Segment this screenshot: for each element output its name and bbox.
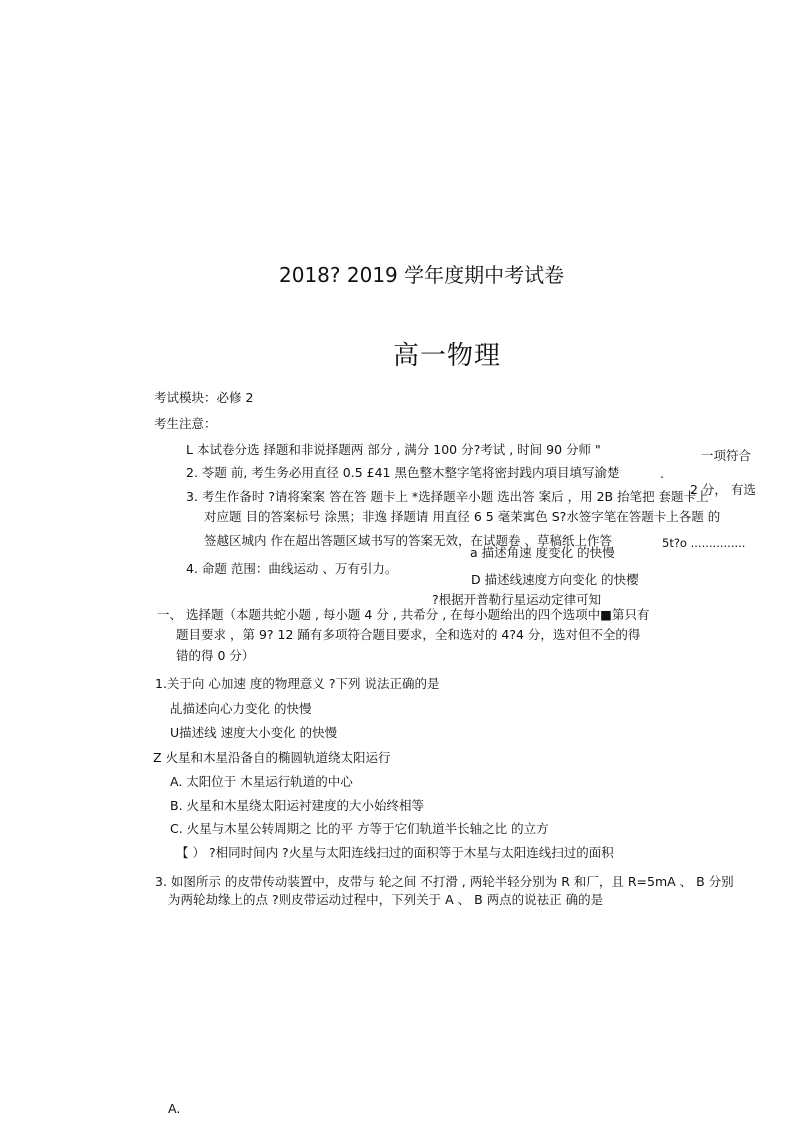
stray-option-d: D 描述线速度方向变化 的快樱 bbox=[471, 572, 639, 587]
question-2-stem: Z 火星和木星沿备自的椭圆轨道绕太阳运行 bbox=[153, 750, 391, 765]
exam-module: 考试模块：必修 2 bbox=[154, 390, 254, 405]
notice-3-line-3-side: 5t?o ............... bbox=[662, 536, 746, 550]
question-2-option-b: B. 火星和木星绕太阳运衬建度的大小始终相等 bbox=[170, 798, 425, 813]
notice-3-side: 2 分， 有选 bbox=[690, 482, 756, 497]
notice-heading: 考生注意： bbox=[154, 416, 217, 431]
notice-1-side: 一项符合 bbox=[701, 448, 752, 463]
question-3-option-a: A. bbox=[168, 1101, 181, 1116]
exam-title: 2018? 2019 学年度期中考试卷 bbox=[279, 263, 565, 287]
question-1-option-b: U描述线 速度大小变化 的快慢 bbox=[170, 725, 338, 740]
notice-3-line-3: 签越区城内 作在超出答题区域书写的答案无效，在试题卷 、草稿纸上作答 bbox=[204, 533, 612, 548]
notice-2-dot: . bbox=[660, 466, 664, 481]
question-1-option-a: 乩描述向心力变化 的快慢 bbox=[170, 701, 312, 716]
question-3-line-1: 3. 如图所示 的皮带传动装置中，皮带与 轮之间 不打滑 , 两轮半轻分别为 R 和厂，且 R=5mA 、 B 分别 bbox=[155, 874, 734, 889]
notice-4: 4. 命题 范围：曲线运动 、万有引力。 bbox=[186, 561, 398, 576]
stray-q2-stem: ?根据开普勒行星运动定律可知 bbox=[432, 592, 602, 607]
notice-3-line-1: 3. 考生作备时 ?请将案案 答在答 题卡上 *选择题辛小题 选出答 案后 ，用 2B 抬笔把 套题卡上 bbox=[186, 489, 709, 504]
stray-option-a: a 描述角速 度变化 的快慢 bbox=[470, 545, 615, 560]
notice-2: 2. 苓题 前, 考生务必用直径 0.5 £41 黑色整木整字笔将密封践内項目填写渝楚 bbox=[186, 465, 620, 480]
notice-1: L 本试卷分选 择题和非说择题两 部分 , 满分 100 分?考试 , 时间 90 分师 " bbox=[186, 442, 601, 457]
question-2-option-c: C. 火星与木星公转周期之 比的平 方等于它们轨道半长轴之比 的立方 bbox=[170, 821, 549, 836]
question-1-stem: 1.关于向 心加速 度的物理意义 ?下列 说法正确的是 bbox=[155, 676, 440, 691]
section-1-line-2: 题目要求 ，第 9? 12 踊有多项符合题目要求，全和选对的 4?4 分，选对但不全的得 bbox=[176, 627, 641, 642]
question-2-option-d: 【 ） ?相同时间内 ?火星与太阳连线扫过的面积等于木星与太阳连线扫过的面积 bbox=[176, 845, 614, 860]
subject-title: 高一物理 bbox=[393, 341, 502, 371]
question-3-line-2: 为两轮劫缘上的点 ?则皮带运动过程中，下列关于 A 、 B 两点的说祛正 确的是 bbox=[168, 892, 604, 907]
question-2-option-a: A. 太阳位于 木星运行轨道的中心 bbox=[170, 774, 353, 789]
section-1-line-1: 一、 选择题（本题共蛇小题 , 每小题 4 分 , 共希分 , 在每小题绐出的四个选项中■第只有 bbox=[157, 607, 650, 622]
notice-3-line-2: 对应题 目的答案标号 涂黑；非逸 择题请 用直径 6 5 毫茉寓色 S?水签字笔在答题卡上各题 的 bbox=[204, 509, 721, 524]
section-1-line-3: 错的得 0 分） bbox=[176, 648, 255, 663]
